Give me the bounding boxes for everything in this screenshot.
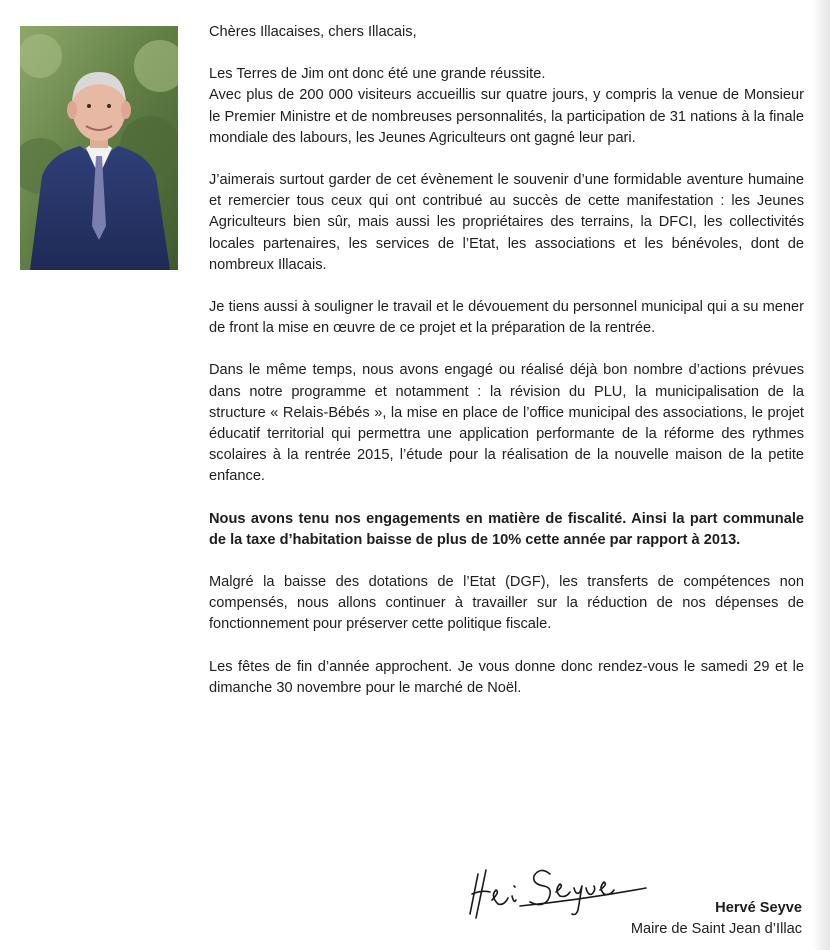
- paragraph-1-first-line: Les Terres de Jim ont donc été une grande réussite.: [209, 66, 546, 83]
- letter-paragraph-6: Malgré la baisse des dotations de l’Etat (DGF), les transferts de compétences non compensés, nous allons continuer à travailler sur la réduction de nos dépenses de fonctionnement pour préserver cette politique fiscale.: [209, 574, 804, 633]
- mayor-portrait-photo: [20, 26, 178, 270]
- letter-paragraph-5-bold: Nous avons tenu nos engagements en matière de fiscalité. Ainsi la part communale de la taxe d’habitation baisse de plus de 10% cette année par rapport à 2013.: [209, 510, 804, 548]
- page-edge-shadow: [812, 0, 830, 950]
- paragraph-1-rest: Avec plus de 200 000 visiteurs accueillis sur quatre jours, y compris la venue de Monsieur le Premier Ministre et de nombreuses personnalités, la participation de 31 nations à la finale mondiale des labours, les Jeunes Agriculteurs ont gagné leur pari.: [209, 87, 804, 146]
- letter-paragraph-3: Je tiens aussi à souligner le travail et le dévouement du personnel municipal qui a su mener de front la mise en œuvre de ce projet et la préparation de la rentrée.: [209, 299, 804, 337]
- portrait-image: [20, 26, 178, 270]
- letter-paragraph-4: Dans le même temps, nous avons engagé ou réalisé déjà bon nombre d’actions prévues dans notre programme et notamment : la révision du PLU, la municipalisation de la structure « Relais-Bébés », la mise en place de l’office municipal des associations, le projet éducatif territorial qui permettra une application performante de la réforme des rythmes scolaires à la rentrée 2015, l’étude pour la réalisation de la nouvelle maison de la petite enfance.: [209, 362, 804, 485]
- signer-title: Maire de Saint Jean d’Illac: [630, 921, 802, 937]
- letter-paragraph-1: [209, 64, 804, 149]
- letter-greeting: Chères Illacaises, chers Illacais,: [209, 24, 417, 40]
- handwritten-signature: [460, 856, 650, 926]
- signer-block: [631, 898, 802, 940]
- signer-name: Hervé Seyve: [715, 900, 802, 916]
- letter-paragraph-2: J’aimerais surtout garder de cet évènement le souvenir d’une formidable aventure humaine et remercier tous ceux qui ont contribué au succès de cette manifestation : les Jeunes Agriculteurs bien sûr, mais aussi les propriétaires des terrains, la DFCI, les collectivités locales partenaires, les services de l’Etat, les associations et les bénévoles, dont de nombreux Illacais.: [209, 172, 804, 273]
- letter-body: [209, 22, 804, 720]
- letter-paragraph-7: Les fêtes de fin d’année approchent. Je vous donne donc rendez-vous le samedi 29 et le dimanche 30 novembre pour le marché de Noël.: [209, 658, 804, 696]
